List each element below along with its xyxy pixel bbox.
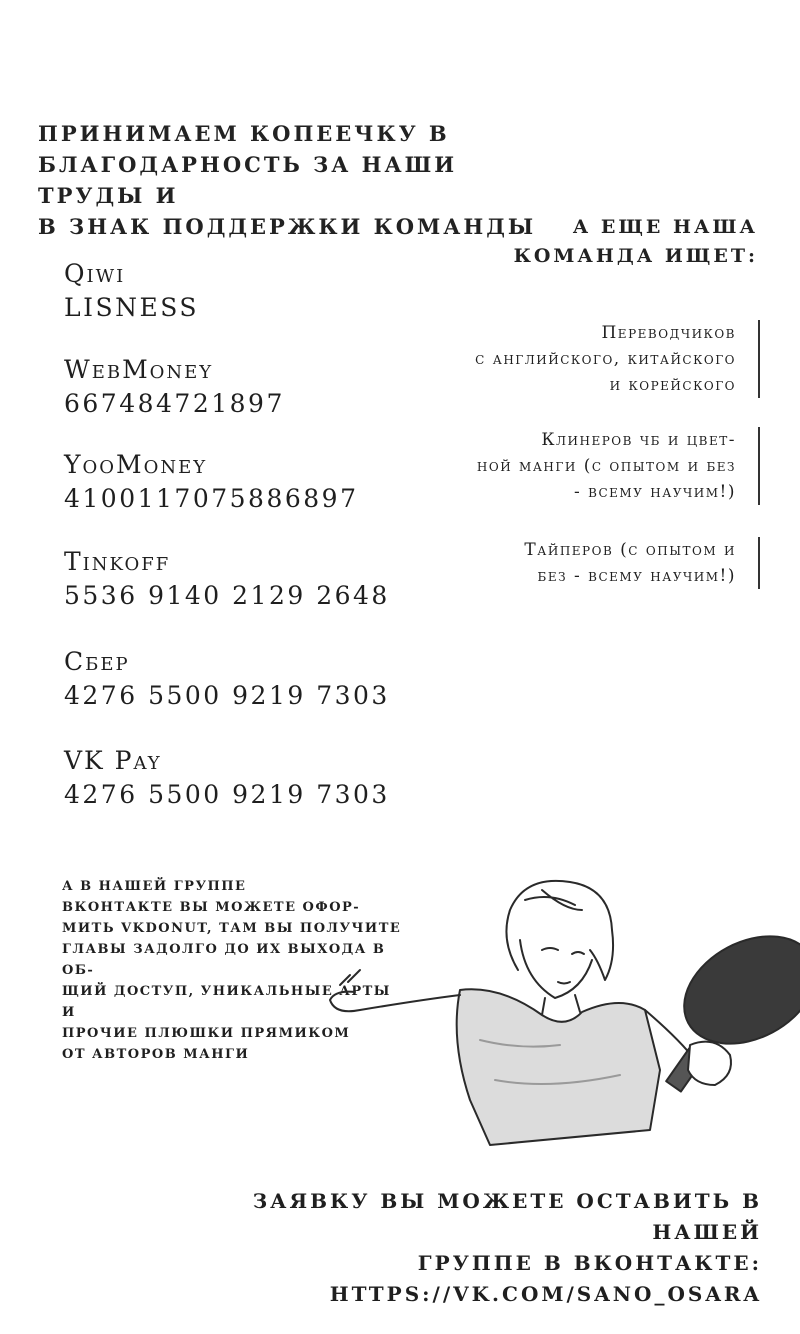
team-heading-line: А ЕЩЕ НАША <box>572 216 758 238</box>
vacancy-line: - всему научим!) <box>574 482 736 502</box>
payment-name: VK Pay <box>64 746 162 775</box>
payment-name: Qiwi <box>64 259 126 288</box>
payment-value: 5536 9140 2129 2648 <box>64 581 390 610</box>
payment-tinkoff <box>64 546 390 614</box>
vacancy-line: Клинеров чб и цвет- <box>541 430 736 450</box>
payment-yoomoney <box>64 449 359 517</box>
payment-name: WebMoney <box>64 355 214 384</box>
payment-value: 667484721897 <box>64 389 285 418</box>
vacancy-cleaners <box>477 427 760 505</box>
donate-heading-line: БЛАГОДАРНОСТЬ ЗА НАШИ ТРУДЫ И <box>38 152 458 208</box>
group-note-line: ОТ АВТОРОВ МАНГИ <box>62 1047 250 1062</box>
apply-note <box>142 1186 762 1310</box>
vacancy-line: ной манги (с опытом и без <box>476 456 736 476</box>
donate-heading <box>38 118 558 242</box>
payment-value: LISNESS <box>64 293 200 322</box>
payment-value: 4276 5500 9219 7303 <box>64 780 390 809</box>
payment-name: YooMoney <box>64 450 208 479</box>
donate-heading-line: ПРИНИМАЕМ КОПЕЕЧКУ В <box>38 121 450 146</box>
vacancy-translators <box>475 320 760 398</box>
group-note-line: МИТЬ VKDONUT, ТАМ ВЫ ПОЛУЧИТЕ <box>62 921 402 936</box>
vacancy-line: и корейского <box>609 375 736 395</box>
group-note-line: ГЛАВЫ ЗАДОЛГО ДО ИХ ВЫХОДА В ОБ- <box>62 942 386 978</box>
vacancy-typers <box>524 537 760 589</box>
apply-note-line: ЗАЯВКУ ВЫ МОЖЕТЕ ОСТАВИТЬ В НАШЕЙ <box>252 1189 762 1244</box>
group-note-line: ЩИЙ ДОСТУП, УНИКАЛЬНЫЕ АРТЫ И <box>62 984 391 1020</box>
payment-sber <box>64 646 390 714</box>
vacancy-line: без - всему научим!) <box>537 566 736 586</box>
table-tennis-player-icon <box>320 870 800 1155</box>
group-note-line: А В НАШЕЙ ГРУППЕ <box>62 879 247 894</box>
vacancy-line: с английского, китайского <box>475 349 736 369</box>
payment-value: 4100117075886897 <box>64 484 359 513</box>
vacancy-line: Тайперов (с опытом и <box>524 540 736 560</box>
payment-qiwi <box>64 258 199 326</box>
team-heading <box>498 213 758 271</box>
vacancy-line: Переводчиков <box>601 323 736 343</box>
group-note-line: ПРОЧИЕ ПЛЮШКИ ПРЯМИКОМ <box>62 1026 351 1041</box>
team-heading-line: КОМАНДА ИЩЕТ: <box>513 245 758 267</box>
payment-name: Tinkoff <box>64 547 171 576</box>
payment-webmoney <box>64 354 285 422</box>
apply-note-link[interactable]: ГРУППЕ В ВКОНТАКТЕ: HTTPS://VK.COM/SANO_OSARA <box>329 1251 762 1306</box>
payment-value: 4276 5500 9219 7303 <box>64 681 390 710</box>
donate-heading-line: В ЗНАК ПОДДЕРЖКИ КОМАНДЫ <box>38 214 537 239</box>
payment-name: Сбер <box>64 647 130 676</box>
payment-vkpay <box>64 745 390 813</box>
group-note-line: ВКОНТАКТЕ ВЫ МОЖЕТЕ ОФОР- <box>62 900 361 915</box>
